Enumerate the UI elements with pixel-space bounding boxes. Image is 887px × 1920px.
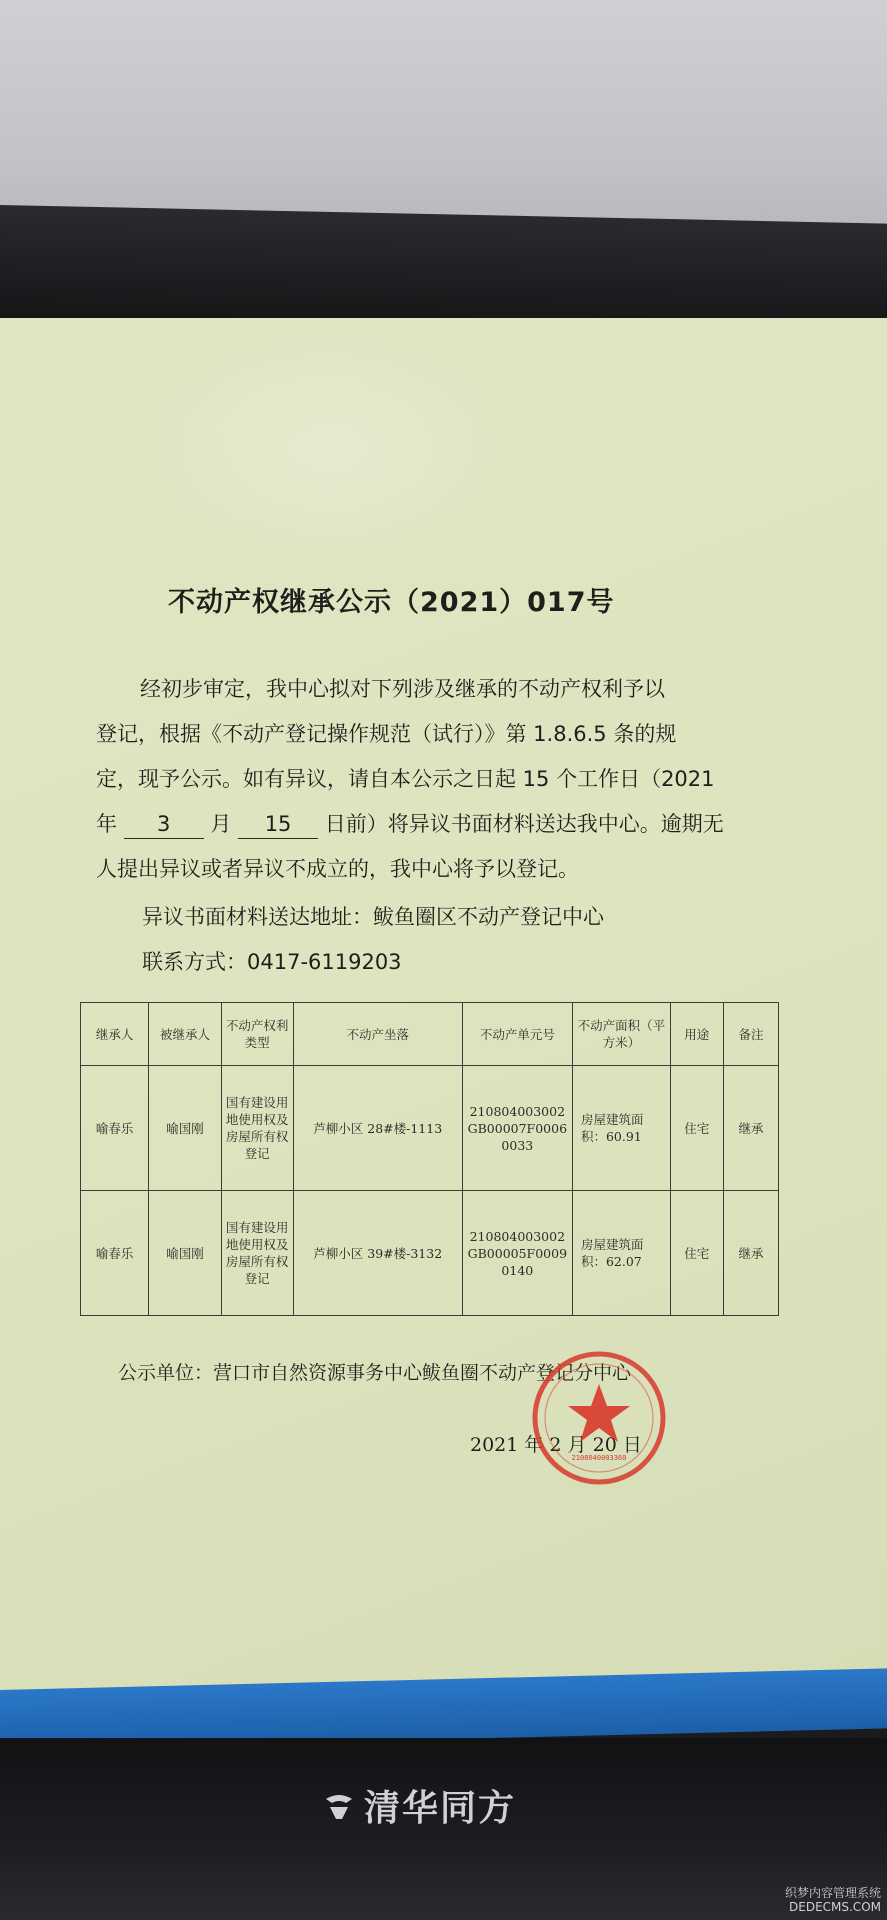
cell-remark: 继承 — [723, 1191, 778, 1316]
brand-name: 清华同方 — [364, 1788, 517, 1829]
cell-heir: 喻春乐 — [81, 1066, 149, 1191]
cell-location: 芦柳小区 28#楼-1113 — [293, 1066, 462, 1191]
brand-logo-icon — [322, 1789, 356, 1823]
header-decedent: 被继承人 — [149, 1003, 221, 1066]
table-row — [81, 1191, 779, 1316]
cell-decedent: 喻国刚 — [149, 1191, 221, 1316]
cell-location: 芦柳小区 39#楼-3132 — [293, 1191, 462, 1316]
month-blank: 3 — [124, 810, 204, 839]
paragraph-line-4 — [96, 805, 776, 844]
header-area: 不动产面积（平方米） — [572, 1003, 670, 1066]
cell-area: 房屋建筑面积：60.91 — [572, 1066, 670, 1191]
year-suffix: 年 — [96, 812, 117, 836]
registration-table — [80, 1002, 779, 1316]
header-unit-no: 不动产单元号 — [462, 1003, 572, 1066]
paragraph-line-1: 经初步审定，我中心拟对下列涉及继承的不动产权利予以 — [140, 677, 665, 701]
cell-unit-no: 210804003002GB00007F00060033 — [462, 1066, 572, 1191]
notice-title: 不动产权继承公示（2021）017号 — [168, 587, 615, 618]
notice-document — [0, 318, 887, 1713]
cell-unit-no: 210804003002GB00005F00090140 — [462, 1191, 572, 1316]
watermark-line-2: DEDECMS.COM — [789, 1900, 881, 1914]
header-right-type: 不动产权利类型 — [221, 1003, 293, 1066]
notice-date: 2021 年 2 月 20 日 — [470, 1434, 642, 1456]
cell-use: 住宅 — [670, 1191, 723, 1316]
cell-remark: 继承 — [723, 1066, 778, 1191]
cell-heir: 喻春乐 — [81, 1191, 149, 1316]
cell-use: 住宅 — [670, 1066, 723, 1191]
line4-suffix: 日前）将异议书面材料送达我中心。逾期无 — [324, 812, 724, 836]
cell-right-type: 国有建设用地使用权及房屋所有权登记 — [221, 1191, 293, 1316]
issuing-unit: 公示单位：营口市自然资源事务中心鲅鱼圈不动产登记分中心 — [118, 1362, 632, 1384]
table-header-row — [81, 1003, 779, 1066]
monitor-screen — [0, 318, 887, 1713]
table-row — [81, 1066, 779, 1191]
paragraph-line-2: 登记，根据《不动产登记操作规范（试行）》第 1.8.6.5 条的规 — [96, 722, 677, 746]
header-remark: 备注 — [723, 1003, 778, 1066]
address-line: 异议书面材料送达地址：鲅鱼圈区不动产登记中心 — [142, 905, 604, 929]
watermark-line-1: 织梦内容管理系统 — [784, 1886, 881, 1900]
contact-line: 联系方式：0417-6119203 — [142, 950, 402, 974]
paragraph-line-5: 人提出异议或者异议不成立的，我中心将予以登记。 — [96, 857, 579, 881]
background-wall — [0, 0, 887, 230]
official-seal-icon — [528, 1348, 670, 1488]
day-blank: 15 — [238, 810, 318, 839]
seal-number: 2108040003360 — [571, 1454, 627, 1462]
cell-area: 房屋建筑面积：62.07 — [572, 1191, 670, 1316]
paragraph-line-3: 定，现予公示。如有异议，请自本公示之日起 15 个工作日（2021 — [96, 767, 715, 791]
header-location: 不动产坐落 — [293, 1003, 462, 1066]
cell-decedent: 喻国刚 — [149, 1066, 221, 1191]
header-heir: 继承人 — [81, 1003, 149, 1066]
cell-right-type: 国有建设用地使用权及房屋所有权登记 — [221, 1066, 293, 1191]
header-use: 用途 — [670, 1003, 723, 1066]
site-watermark — [785, 1886, 881, 1914]
month-unit: 月 — [210, 812, 232, 836]
monitor-brand — [322, 1780, 516, 1831]
